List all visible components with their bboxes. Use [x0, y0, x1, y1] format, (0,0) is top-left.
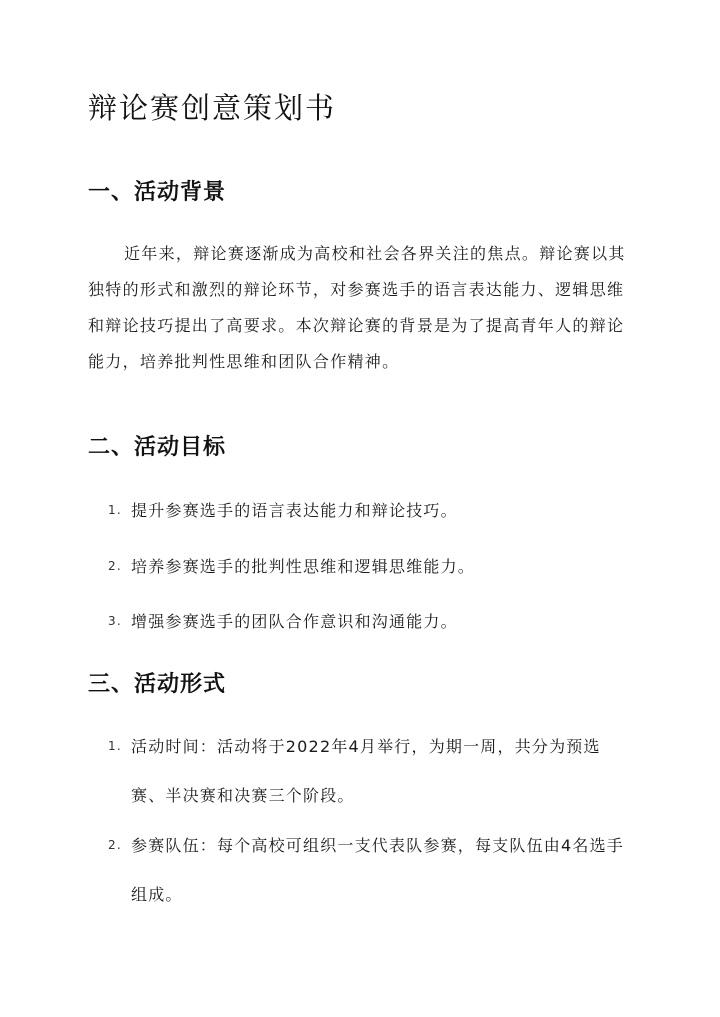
format-item-1	[108, 722, 632, 820]
goal-text: 增强参赛选手的团队合作意识和沟通能力。	[131, 612, 458, 631]
goal-item-1	[108, 486, 632, 535]
list-number: 1.	[108, 503, 122, 517]
list-number: 1.	[108, 739, 122, 753]
list-number: 2.	[108, 838, 122, 852]
section-heading-background: 一、活动背景	[88, 180, 227, 205]
section-heading-format: 三、活动形式	[88, 672, 227, 697]
list-number: 2.	[108, 559, 122, 573]
goal-text: 培养参赛选手的批判性思维和逻辑思维能力。	[131, 557, 476, 576]
format-item-2	[108, 821, 632, 919]
goal-item-3	[108, 597, 632, 646]
format-text: 参赛队伍：每个高校可组织一支代表队参赛，每支队伍由4名选手组成。	[131, 836, 624, 904]
section-heading-goals: 二、活动目标	[88, 435, 227, 460]
background-paragraph: 近年来，辩论赛逐渐成为高校和社会各界关注的焦点。辩论赛以其独特的形式和激烈的辩论环节，对参赛选手的语言表达能力、逻辑思维和辩论技巧提出了高要求。本次辩论赛的背景是为了提高青年人的辩论能力，培养批判性思维和团队合作精神。	[88, 244, 626, 371]
list-number: 3.	[108, 614, 122, 628]
format-text: 活动时间：活动将于2022年4月举行，为期一周，共分为预选赛、半决赛和决赛三个阶段。	[131, 737, 601, 805]
goal-text: 提升参赛选手的语言表达能力和辩论技巧。	[131, 501, 458, 520]
goal-item-2	[108, 542, 632, 591]
document-title: 辩论赛创意策划书	[88, 91, 337, 125]
